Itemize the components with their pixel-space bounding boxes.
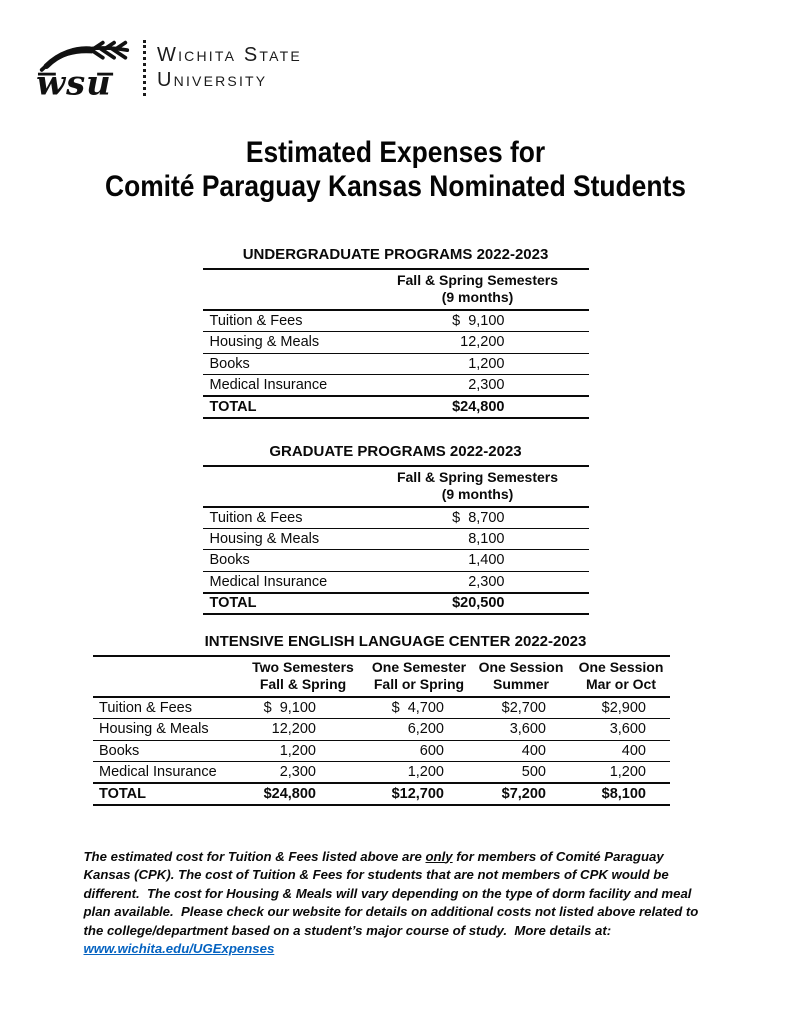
page-title: [0, 136, 791, 204]
table-row: [203, 550, 589, 572]
table-row: [203, 507, 589, 529]
row-value: $2,700: [501, 700, 546, 716]
table-row: [93, 740, 670, 762]
expenses-link[interactable]: www.wichita.edu/UGExpenses: [83, 941, 275, 957]
table-row: [93, 697, 670, 719]
row-value: 500: [521, 764, 546, 780]
column-header-line2: Mar or Oct: [585, 676, 656, 692]
header-row: [203, 269, 589, 310]
column-header-one-semester: [368, 656, 470, 697]
row-value: 2,300: [279, 764, 316, 780]
wordmark-line2: University: [157, 69, 268, 91]
wsu-wheat-logo-icon: [34, 37, 134, 99]
header-row: [93, 656, 670, 697]
row-value: 2,300: [468, 573, 505, 590]
row-label: Tuition & Fees: [209, 509, 303, 526]
row-value: 12,200: [271, 721, 316, 738]
row-value: 1,200: [609, 764, 646, 780]
total-value: $24,800: [452, 398, 505, 415]
row-label: Books: [99, 742, 140, 759]
table-row: [203, 375, 589, 397]
wordmark-line1: Wichita State: [157, 44, 302, 66]
undergraduate-section: [0, 246, 791, 419]
footnote: [84, 848, 708, 960]
total-value: $7,200: [501, 785, 546, 802]
row-value: 3,600: [509, 721, 546, 738]
table-row: [93, 719, 670, 741]
ielc-table: [93, 655, 670, 806]
undergraduate-table-title: UNDERGRADUATE PROGRAMS 2022-2023: [242, 246, 549, 263]
total-label: TOTAL: [99, 785, 146, 802]
row-value: $2,900: [601, 700, 646, 716]
table-row: [203, 310, 589, 332]
total-row: [203, 593, 589, 615]
empty-header-cell: [203, 269, 389, 310]
row-label: Medical Insurance: [209, 377, 328, 393]
column-header-one-session-summer: [470, 656, 572, 697]
page-title-line1: Estimated Expenses for: [245, 136, 546, 169]
wsu-logo: [34, 36, 791, 100]
row-label: Housing & Meals: [209, 530, 320, 547]
row-label: Tuition & Fees: [209, 313, 303, 329]
row-label: Tuition & Fees: [99, 700, 192, 716]
empty-header-cell: [93, 656, 238, 697]
row-value: $ 4,700: [391, 700, 444, 716]
empty-header-cell: [203, 466, 389, 507]
row-label: Housing & Meals: [99, 721, 209, 738]
total-value: $20,500: [452, 595, 505, 612]
row-label: Medical Insurance: [99, 764, 217, 780]
column-header-line2: Summer: [492, 676, 550, 692]
row-value: 400: [521, 742, 546, 759]
row-value: 1,400: [468, 552, 505, 569]
footnote-text-1: The estimated cost for Tuition & Fees listed above are: [83, 848, 426, 864]
row-value: 1,200: [468, 355, 505, 372]
row-value: 600: [419, 742, 444, 759]
column-header-line1: Two Semesters: [252, 659, 354, 675]
row-label: Books: [209, 552, 250, 569]
column-header-line1: Fall & Spring Semesters: [396, 468, 559, 485]
total-value: $12,700: [391, 785, 444, 802]
row-label: Medical Insurance: [209, 573, 328, 590]
footnote-text-2: for members of Comité Paraguay Kansas (CPK). The cost of Tuition & Fees for students that are not members of CPK would be different. The cost for Housing & Meals will vary depending on the type of dorm facility and meal plan available. Please check our website for details on additional costs not listed above related to the college/department based on a student’s major course of study. More details at:: [83, 848, 699, 938]
graduate-table-title: GRADUATE PROGRAMS 2022-2023: [269, 442, 522, 460]
row-value: 1,200: [279, 742, 316, 759]
table-row: [203, 353, 589, 375]
header-row: [203, 466, 589, 507]
total-label: TOTAL: [209, 398, 257, 415]
column-header-line2: (9 months): [441, 485, 514, 502]
graduate-section: [0, 443, 791, 616]
university-wordmark: [157, 43, 302, 93]
row-value: $ 9,100: [452, 313, 505, 329]
table-row: [203, 571, 589, 593]
ielc-section: [0, 633, 791, 806]
ielc-table-title: INTENSIVE ENGLISH LANGUAGE CENTER 2022-2023: [204, 633, 587, 650]
total-value: $24,800: [263, 785, 316, 802]
total-row: [203, 396, 589, 418]
row-value: 6,200: [407, 721, 444, 738]
svg-text:wsu: wsu: [36, 62, 112, 99]
total-label: TOTAL: [209, 595, 257, 612]
row-value: $ 9,100: [263, 700, 316, 716]
table-row: [203, 528, 589, 550]
total-row: [93, 783, 670, 805]
row-label: Housing & Meals: [209, 334, 320, 351]
row-value: 2,300: [468, 377, 505, 393]
row-value: 12,200: [460, 334, 505, 351]
row-value: 8,100: [468, 530, 505, 547]
row-value: 3,600: [609, 721, 646, 738]
column-header-line1: One Session: [578, 659, 664, 675]
table-row: [203, 332, 589, 354]
column-header-line1: Fall & Spring Semesters: [396, 272, 559, 288]
row-label: Books: [209, 355, 250, 372]
graduate-table: [203, 465, 589, 616]
column-header-two-semesters: [238, 656, 368, 697]
total-value: $8,100: [601, 785, 646, 802]
row-value: 400: [621, 742, 646, 759]
column-header-line2: Fall or Spring: [373, 676, 465, 692]
logo-divider: [143, 40, 146, 96]
row-value: 1,200: [407, 764, 444, 780]
page-title-line2: Comité Paraguay Kansas Nominated Students: [105, 170, 686, 203]
column-header-fall-spring: [389, 269, 589, 310]
footnote-underlined-only: only: [425, 848, 453, 864]
column-header-line2: (9 months): [441, 289, 514, 305]
column-header-fall-spring: [389, 466, 589, 507]
undergraduate-table: [203, 268, 589, 419]
column-header-line1: One Session: [478, 659, 564, 675]
table-row: [93, 762, 670, 784]
column-header-line2: Fall & Spring: [259, 676, 347, 692]
row-value: $ 8,700: [452, 509, 505, 526]
column-header-line1: One Semester: [371, 659, 467, 675]
column-header-one-session-mar-oct: [572, 656, 670, 697]
